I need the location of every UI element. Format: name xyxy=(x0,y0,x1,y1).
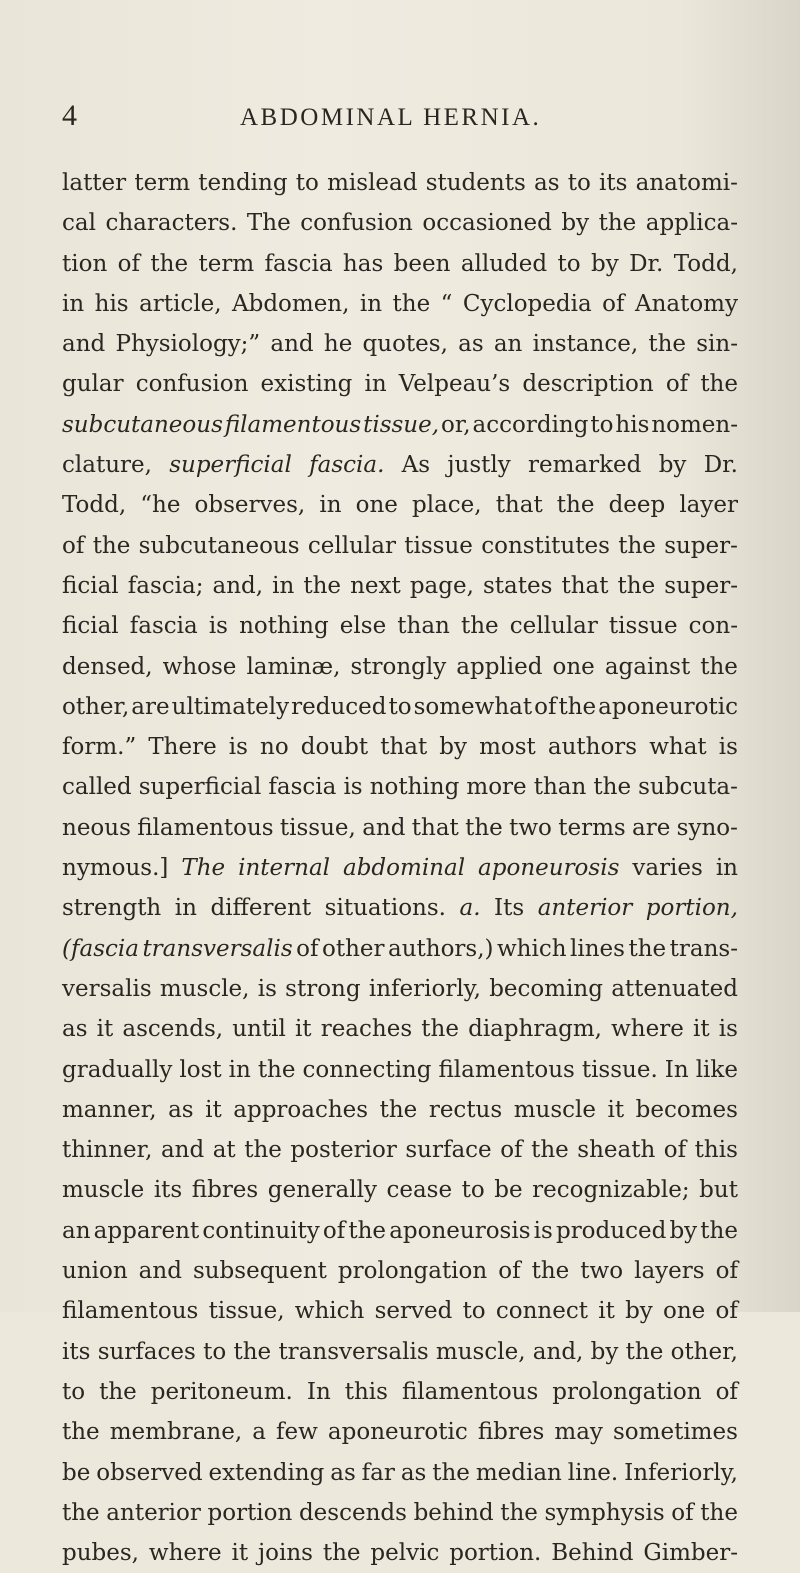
text-line: ficial fascia is nothing else than the cellular tissue con- xyxy=(62,613,738,640)
text-line: Todd, “he observes, in one place, that the deep layer xyxy=(62,492,738,519)
text-line: other, are ultimately reduced to somewhat of the aponeurotic xyxy=(62,693,738,720)
text-line: union and subsequent prolongation of the two layers of xyxy=(62,1258,738,1285)
page-number: 4 xyxy=(62,99,77,132)
text-line: the anterior portion descends behind the symphysis of the xyxy=(62,1499,738,1526)
text-line: thinner, and at the posterior surface of the sheath of this xyxy=(62,1137,738,1164)
text-line: nymous.] The internal abdominal aponeurosis varies in xyxy=(62,855,738,882)
text-line: as it ascends, until it reaches the diaphragm, where it is xyxy=(62,1016,738,1043)
text-line: its surfaces to the transversalis muscle, and, by the other, xyxy=(62,1338,738,1365)
text-line: called superficial fascia is nothing more than the subcuta- xyxy=(62,774,738,801)
text-line: cal characters. The confusion occasioned by the applica- xyxy=(62,210,738,237)
text-line: of the subcutaneous cellular tissue constitutes the super- xyxy=(62,532,738,559)
text-line: in his article, Abdomen, in the “ Cyclopedia of Anatomy xyxy=(62,290,738,317)
running-head: ABDOMINAL HERNIA. xyxy=(240,104,542,131)
body-text xyxy=(62,163,738,1573)
text-line: an apparent continuity of the aponeurosis is produced by the xyxy=(62,1217,738,1244)
text-line: latter term tending to mislead students as to its anatomi- xyxy=(62,170,738,196)
text-line: filamentous tissue, which served to connect it by one of xyxy=(62,1298,738,1325)
text-line: versalis muscle, is strong inferiorly, becoming attenuated xyxy=(62,975,738,1002)
text-line: ficial fascia; and, in the next page, states that the super- xyxy=(62,572,738,599)
text-line: gular confusion existing in Velpeau’s description of the xyxy=(62,371,738,398)
text-line: the membrane, a few aponeurotic fibres may sometimes xyxy=(62,1419,738,1446)
text-line: neous filamentous tissue, and that the two terms are syno- xyxy=(62,814,738,841)
text-line: (fascia transversalis of other authors,) which lines the trans- xyxy=(62,935,738,962)
text-line: manner, as it approaches the rectus muscle it becomes xyxy=(62,1096,738,1123)
text-line: densed, whose laminæ, strongly applied one against the xyxy=(62,653,738,680)
text-line: tion of the term fascia has been alluded to by Dr. Todd, xyxy=(62,250,738,277)
text-line: clature, superficial fascia. As justly remarked by Dr. xyxy=(62,452,738,479)
text-line: and Physiology;” and he quotes, as an instance, the sin- xyxy=(62,331,738,358)
text-line: form.” There is no doubt that by most authors what is xyxy=(62,734,738,761)
text-line: to the peritoneum. In this filamentous prolongation of xyxy=(62,1378,738,1405)
text-line: strength in different situations. a. Its anterior portion, xyxy=(62,895,738,922)
text-line: gradually lost in the connecting filamentous tissue. In like xyxy=(62,1056,738,1083)
text-line: subcutaneous filamentous tissue, or, according to his nomen- xyxy=(62,411,738,438)
page-header xyxy=(0,96,800,136)
text-line: pubes, where it joins the pelvic portion. Behind Gimber- xyxy=(62,1540,738,1567)
text-line: muscle its fibres generally cease to be recognizable; but xyxy=(62,1177,738,1204)
text-line: be observed extending as far as the median line. Inferiorly, xyxy=(62,1459,738,1486)
